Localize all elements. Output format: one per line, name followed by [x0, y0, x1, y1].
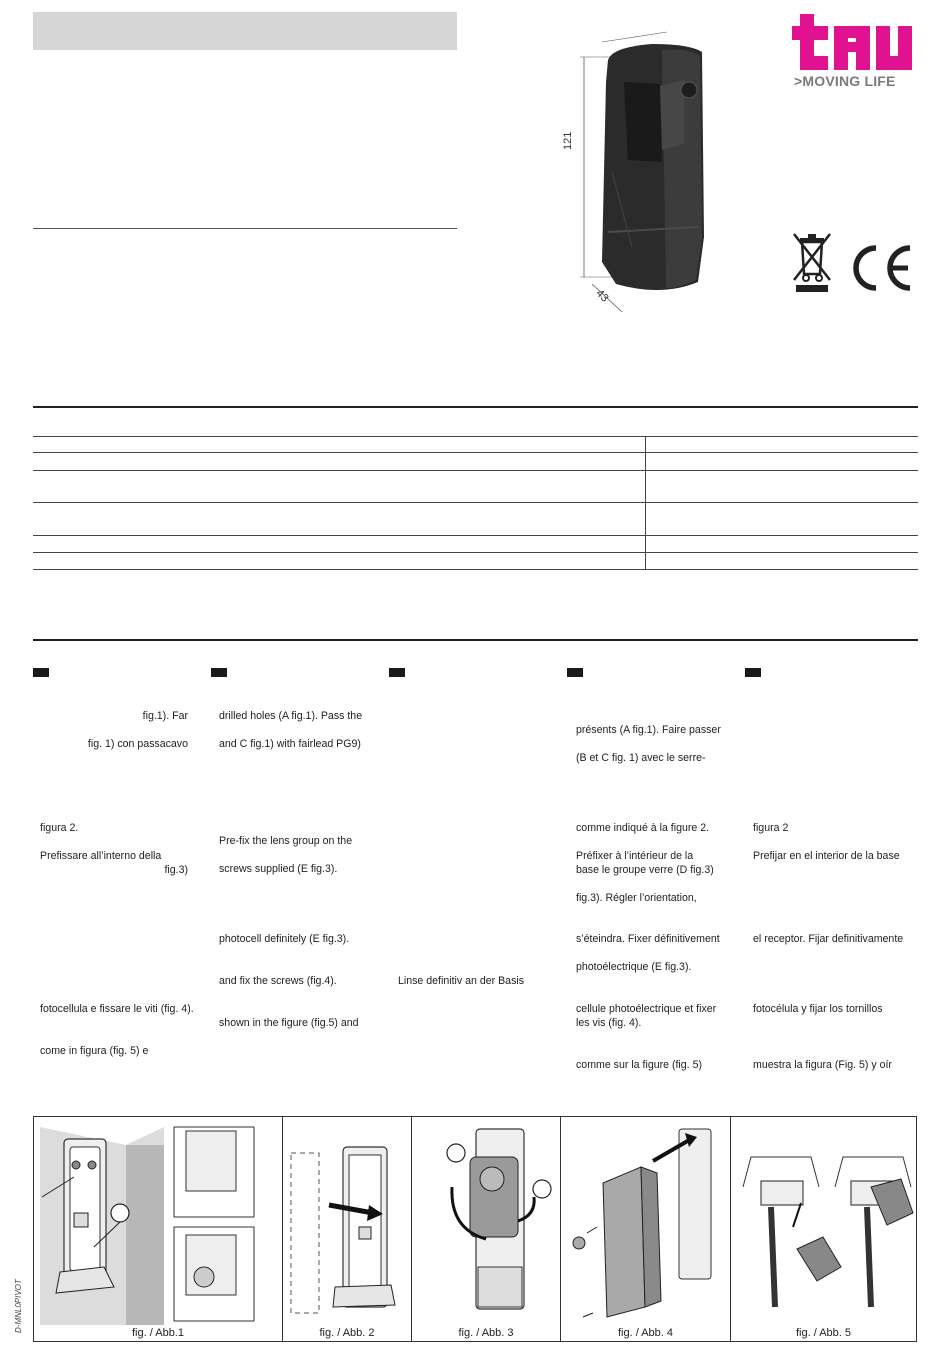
col-fr-line: comme sur la figure (fig. 5): [576, 1059, 702, 1071]
col-en-line: screws supplied (E fig.3).: [219, 863, 338, 875]
document-id: D-MNL0PIVOT: [14, 1279, 23, 1333]
tau-logo: [792, 14, 914, 70]
figure-2-illustration: [283, 1117, 411, 1325]
col-en-line: and fix the screws (fig.4).: [219, 975, 337, 987]
col-it-line: fotocellula e fissare le viti (fig. 4).: [40, 1003, 194, 1015]
col-fr-line: cellule photoélectrique et fixer: [576, 1003, 717, 1015]
table-line: [33, 470, 918, 471]
weee-bin-icon: [790, 230, 834, 292]
language-flag-it: [33, 668, 49, 677]
col-en-line: Pre-fix the lens group on the: [219, 835, 353, 847]
table-line: [33, 569, 918, 570]
figure-3-caption: fig. / Abb. 3: [458, 1327, 514, 1339]
title-bar: [33, 12, 457, 50]
col-it-line: fig. 1) con passacavo: [87, 738, 188, 750]
col-it-line: fig.1). Far: [142, 710, 188, 722]
col-fr-line: Préfixer à l’intérieur de la: [576, 850, 694, 862]
language-flag-de: [389, 668, 405, 677]
col-en-line: shown in the figure (fig.5) and: [219, 1017, 359, 1029]
brand-tagline: >MOVING LIFE: [794, 73, 896, 89]
figure-3-illustration: [412, 1117, 560, 1325]
dimension-width-label: 43: [593, 287, 611, 305]
table-line: [33, 502, 918, 503]
figure-5-caption: fig. / Abb. 5: [795, 1327, 852, 1339]
table-line: [33, 436, 918, 437]
col-fr-line: s’éteindra. Fixer définitivement: [576, 933, 720, 945]
figure-4-illustration: [561, 1117, 730, 1325]
language-flag-en: [211, 668, 227, 677]
figure-4-caption: fig. / Abb. 4: [617, 1327, 674, 1339]
figure-1-illustration: [34, 1117, 282, 1325]
col-en-line: photocell definitely (E fig.3).: [219, 933, 350, 945]
col-fr-line: base le groupe verre (D fig.3): [576, 864, 714, 876]
figure-2-caption: fig. / Abb. 2: [319, 1327, 375, 1339]
col-fr-line: photoélectrique (E fig.3).: [576, 961, 692, 973]
header-divider: [33, 228, 457, 229]
col-en-line: and C fig.1) with fairlead PG9): [219, 738, 361, 750]
instructions-top-rule: [33, 639, 918, 641]
col-fr-line: fig.3). Régler l’orientation,: [576, 892, 697, 904]
col-es-line: fotocélula y fijar los tornillos: [753, 1003, 883, 1015]
col-it-line: Prefissare all’interno della: [40, 850, 162, 862]
col-es-line: figura 2: [753, 822, 789, 834]
figure-5-illustration: [731, 1117, 916, 1325]
col-it-line: come in figura (fig. 5) e: [40, 1045, 149, 1057]
table-line: [33, 535, 918, 536]
language-flag-fr: [567, 668, 583, 677]
col-it-line: fig.3): [164, 864, 188, 876]
col-es-line: el receptor. Fijar definitivamente: [753, 933, 904, 945]
col-en-line: drilled holes (A fig.1). Pass the: [219, 710, 363, 722]
table-line: [33, 452, 918, 453]
col-de-line: Linse definitiv an der Basis: [398, 975, 525, 987]
col-fr-line: comme indiqué à la figure 2.: [576, 822, 710, 834]
col-fr-line: (B et C fig. 1) avec le serre-: [576, 752, 706, 764]
col-es-line: muestra la figura (Fig. 5) y oír: [753, 1059, 892, 1071]
col-fr-line: les vis (fig. 4).: [576, 1017, 642, 1029]
language-flag-es: [745, 668, 761, 677]
dimension-height-label: 121: [562, 131, 574, 150]
ce-mark-icon: [846, 242, 914, 294]
col-it-line: figura 2.: [40, 822, 79, 834]
figure-1-caption: fig. / Abb.1: [132, 1327, 184, 1339]
table-top-rule: [33, 406, 918, 408]
col-es-line: Prefijar en el interior de la base: [753, 850, 900, 862]
table-column-divider: [645, 436, 646, 570]
col-fr-line: présents (A fig.1). Faire passer: [576, 724, 721, 736]
table-line: [33, 552, 918, 553]
